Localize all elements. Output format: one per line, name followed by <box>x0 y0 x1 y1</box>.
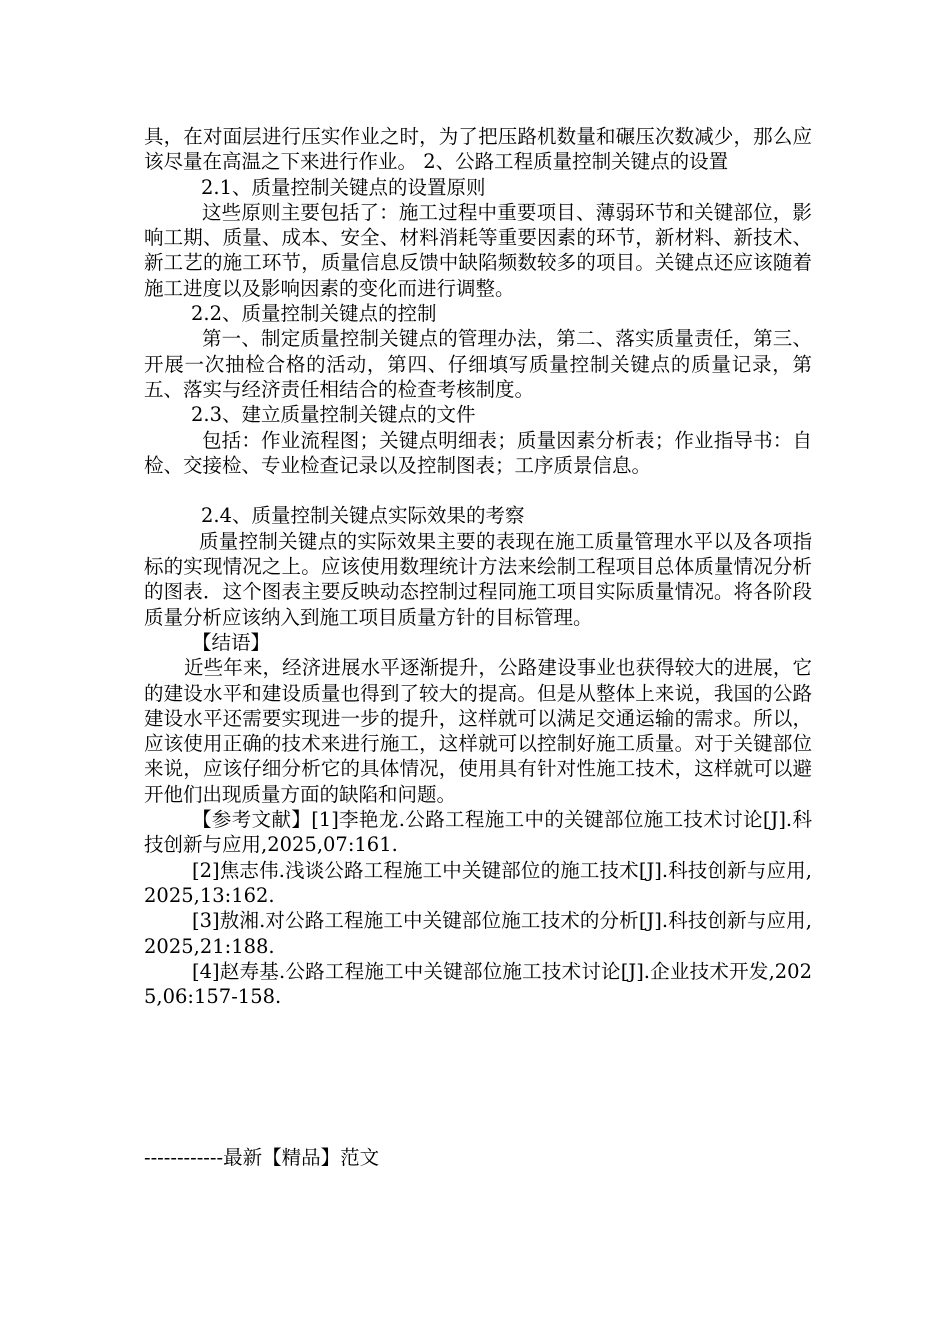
section-heading-2-2: 2.2、质量控制关键点的控制 <box>191 302 437 326</box>
blank-line <box>144 478 812 503</box>
conclusion-heading: 【结语】 <box>192 630 271 654</box>
reference-item: [4]赵寿基.公路工程施工中关键部位施工技术讨论[J].企业技术开发,2025,06:157-158. <box>144 959 812 1009</box>
section-paragraph-2-2: 第一、制定质量控制关键点的管理办法，第二、落实质量责任，第三、开展一次抽检合格的活动，第四、仔细填写质量控制关键点的质量记录，第五、落实与经济责任相结合的检查考核制度。 <box>144 327 812 401</box>
section-paragraph-2-3: 包括：作业流程图；关键点明细表；质量因素分析表；作业指导书：自检、交接检、专业检查记录以及控制图表；工序质景信息。 <box>144 428 812 477</box>
section-heading-2-3: 2.3、建立质量控制关键点的文件 <box>191 403 476 427</box>
section-paragraph-2-1: 这些原则主要包括了：施工过程中重要项目、薄弱环节和关键部位，影响工期、质量、成本、安全、材料消耗等重要因素的环节，新材料、新技术、新工艺的施工环节，质量信息反馈中缺陷频数较多的项目。关键点还应该随着施工进度以及影响因素的变化而进行调整。 <box>144 200 812 300</box>
section-paragraph-2-4: 质量控制关键点的实际效果主要的表现在施工质量管理水平以及各项指标的实现情况之上。应该使用数理统计方法来绘制工程项目总体质量情况分析的图表．这个图表主要反映动态控制过程同施工项目实际质量情况。将各阶段质量分析应该纳入到施工项目质量方针的目标管理。 <box>144 529 812 629</box>
conclusion-paragraph: 近些年来，经济进展水平逐渐提升，公路建设事业也获得较大的进展，它的建设水平和建设质量也得到了较大的提高。但是从整体上来说，我国的公路建设水平还需要实现进一步的提升，这样就可以满足交通运输的需求。所以，应该使用正确的技术来进行施工，这样就可以控制好施工质量。对于关键部位来说，应该仔细分析它的具体情况，使用具有针对性施工技术，这样就可以避开他们出现质量方面的缺陷和问题。 <box>144 656 812 806</box>
document-body <box>144 124 812 1009</box>
intro-paragraph: 具，在对面层进行压实作业之时，为了把压路机数量和碾压次数减少，那么应该尽量在高温之下来进行作业。 2、公路工程质量控制关键点的设置 <box>144 125 812 174</box>
footer-text: ------------最新【精品】范文 <box>144 1146 380 1169</box>
section-heading-2-4: 2.4、质量控制关键点实际效果的考察 <box>201 504 525 528</box>
reference-item: 【参考文献】[1]李艳龙.公路工程施工中的关键部位施工技术讨论[J].科技创新与应用,2025,07:161. <box>144 808 812 857</box>
reference-item: [2]焦志伟.浅谈公路工程施工中关键部位的施工技术[J].科技创新与应用,2025,13:162. <box>144 858 812 907</box>
reference-item: [3]敖湘.对公路工程施工中关键部位施工技术的分析[J].科技创新与应用,2025,21:188. <box>144 909 812 958</box>
section-heading-2-1: 2.1、质量控制关键点的设置原则 <box>201 175 486 199</box>
